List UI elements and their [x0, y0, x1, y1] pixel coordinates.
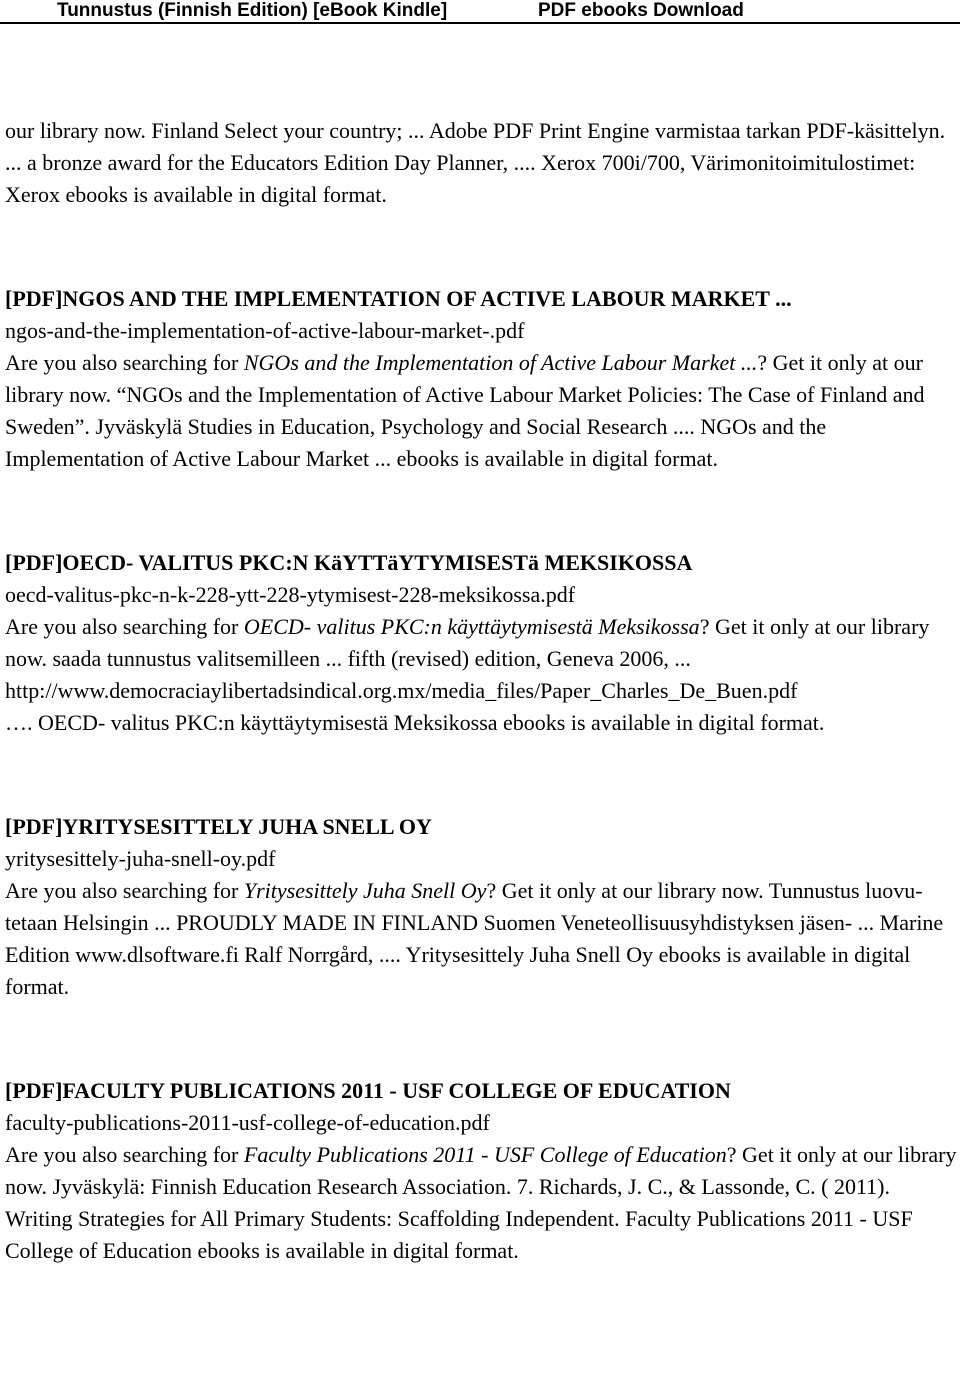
search-suffix: ? Get it only at our library now. saada tunnustus valitsemilleen ... fifth (revised) edition, Geneva 2006, ...: [5, 614, 930, 671]
result-filename: oecd-valitus-pkc-n-k-228-ytt-228-ytymisest-228-meksikossa.pdf: [5, 582, 576, 607]
result-title[interactable]: [PDF]FACULTY PUBLICATIONS 2011 - USF COLLEGE OF EDUCATION: [5, 1078, 731, 1103]
search-title: OECD- valitus PKC:n käyttäytymisestä Meksikossa: [243, 614, 700, 639]
result-filename: yritysesittely-juha-snell-oy.pdf: [5, 846, 276, 871]
intro-text: our library now. Finland Select your country; ... Adobe PDF Print Engine varmistaa tarkan PDF-käsittelyn. ... a bronze award for the Educators Edition Day Planner, .... Xerox 700i/700, Värimonitoimitulostimet: Xerox ebooks is available in digital format.: [5, 118, 946, 207]
search-prefix: Are you also searching for: [5, 1142, 244, 1167]
result-description: [5, 611, 957, 675]
result-section: [5, 811, 957, 1003]
result-filename: ngos-and-the-implementation-of-active-labour-market-.pdf: [5, 318, 525, 343]
search-prefix: Are you also searching for: [5, 350, 244, 375]
search-prefix: Are you also searching for: [5, 614, 244, 639]
result-description: [5, 1139, 957, 1267]
intro-block: [5, 115, 957, 211]
result-description: [5, 347, 957, 475]
search-title: NGOs and the Implementation of Active Labour Market ...: [243, 350, 758, 375]
header-subtitle: PDF ebooks Download: [538, 0, 744, 21]
search-suffix: ? Get it only at our library now. “NGOs and the Implementation of Active Labour Market Policies: The Case of Finland and Sweden”. Jyväskylä Studies in Education, Psychology and Social Research .... NGOs and the Implementation of Active Labour Market ... ebooks is available in digital format.: [5, 350, 925, 471]
result-title[interactable]: [PDF]NGOS AND THE IMPLEMENTATION OF ACTIVE LABOUR MARKET ...: [5, 286, 792, 311]
search-suffix: ? Get it only at our library now. Jyväskylä: Finnish Education Research Association. 7. Richards, J. C., & Lassonde, C. ( 2011). Writing Strategies for All Primary Students: Scaffolding Independent. Faculty Publications 2011 - USF College of Education ebooks is available in digital format.: [5, 1142, 957, 1263]
page-header: [0, 0, 960, 24]
result-section: [5, 283, 957, 475]
result-description: [5, 875, 957, 1003]
result-title[interactable]: [PDF]YRITYSESITTELY JUHA SNELL OY: [5, 814, 432, 839]
result-section: [5, 547, 957, 739]
search-prefix: Are you also searching for: [5, 878, 244, 903]
search-suffix: ? Get it only at our library now. Tunnustus luovu- tetaan Helsingin ... PROUDLY MADE IN FINLAND Suomen Veneteollisuusyhdistyksen jäsen- ... Marine Edition www.dlsoftware.fi Ralf Norrgård, .... Yritysesittely Juha Snell Oy ebooks is available in digital format.: [5, 878, 944, 999]
result-filename: faculty-publications-2011-usf-college-of-education.pdf: [5, 1110, 490, 1135]
document-body: [5, 115, 957, 1267]
search-title: Faculty Publications 2011 - USF College of Education: [243, 1142, 727, 1167]
result-section: [5, 1075, 957, 1267]
result-title[interactable]: [PDF]OECD- VALITUS PKC:N KäYTTäYTYMISESTä MEKSIKOSSA: [5, 550, 693, 575]
search-title: Yritysesittely Juha Snell Oy: [243, 878, 487, 903]
result-after-url: …. OECD- valitus PKC:n käyttäytymisestä Meksikossa ebooks is available in digital format.: [5, 710, 825, 735]
header-title: Tunnustus (Finnish Edition) [eBook Kindle]: [57, 0, 448, 21]
result-url[interactable]: http://www.democraciaylibertadsindical.org.mx/media_files/Paper_Charles_De_Buen.pdf: [5, 678, 798, 703]
